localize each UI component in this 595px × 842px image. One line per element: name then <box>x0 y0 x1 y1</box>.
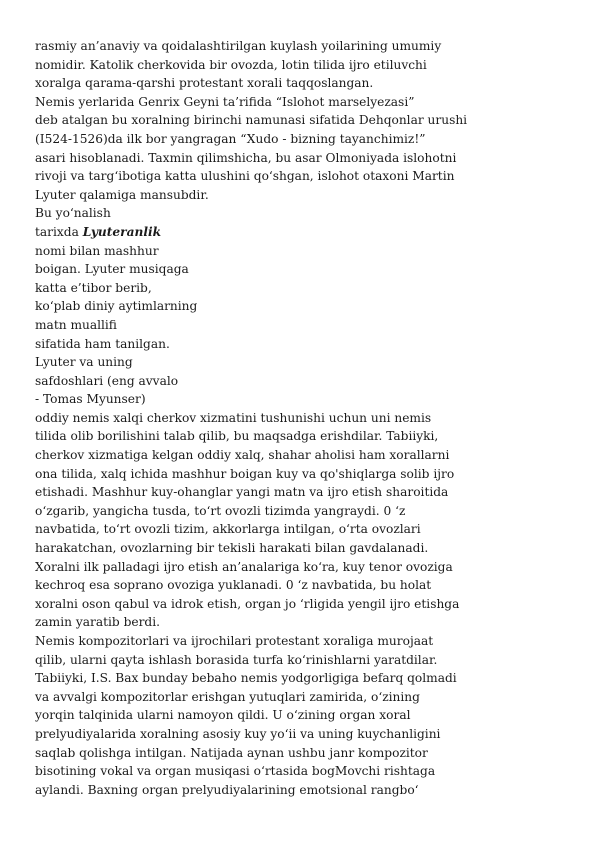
text-line: cherkov xizmatiga kelgan oddiy xalq, shahar aholisi ham xorallarni <box>35 448 450 463</box>
text-line: katta e’tibor berib, <box>35 280 152 295</box>
text-line: ko‘plab diniy aytimlarning <box>35 299 198 314</box>
text-line: rivoji va targ‘ibotiga katta ulushini qo‘shgan, islohot otaxoni Martin <box>35 169 455 184</box>
text-line: saqlab qolishga intilgan. Natijada aynan ushbu janr kompozitor <box>35 745 428 760</box>
text-line: qilib, ularni qayta ishlash borasida turfa ko‘rinishlarni yaratdilar. <box>35 652 438 667</box>
text-line: matn muallifi <box>35 317 117 332</box>
text-line: nomi bilan mashhur <box>35 243 159 258</box>
text-line: Nemis kompozitorlari va ijrochilari protestant xoraliga murojaat <box>35 634 434 648</box>
text-line: zamin yaratib berdi. <box>35 615 160 630</box>
text-line: asari hisoblanadi. Taxmin qilimshicha, bu asar Olmoniyada islohotni <box>35 150 457 165</box>
text-line: bisotining vokal va organ musiqasi o‘rtasida bogMovchi rishtaga <box>35 764 436 779</box>
text-line: ona tilida, xalq ichida mashhur boigan kuy va qo'shiqlarga solib ijro <box>35 466 455 481</box>
text-line: rasmiy an’anaviy va qoidalashtirilgan kuylash yoilarining umumiy <box>35 39 442 53</box>
text-line: - Tomas Myunser) <box>35 392 146 407</box>
emphasized-term: Lyuteranlik <box>82 224 162 239</box>
text-line: safdoshlari (eng avvalo <box>35 373 179 388</box>
text-line: harakatchan, ovozlarning bir tekisli harakati bilan gavdalanadi. <box>35 541 429 556</box>
text-line: tilida olib borilishini talab qilib, bu maqsadga erishdilar. Tabiiyki, <box>35 429 439 444</box>
text-line: prelyudiyalarida xoralning asosiy kuy yo‘ii va uning kuychanligini <box>35 726 441 741</box>
text-line: Lyuter qalamiga mansubdir. <box>35 187 209 202</box>
term-prefix: tarixda <box>35 224 83 239</box>
text-line: deb atalgan bu xoralning birinchi namunasi sifatida Dehqonlar urushi <box>35 113 468 128</box>
text-line: kechroq esa soprano ovoziga yuklanadi. 0 ‘z navbatida, bu holat <box>35 578 432 593</box>
text-line: Nemis yerlarida Genrix Geyni ta’rifida “Islohot marselyezasi” <box>35 94 415 109</box>
text-line: (I524-1526)da ilk bor yangragan “Xudo - bizning tayanchimiz!” <box>35 131 426 146</box>
text-line-with-term <box>35 223 565 242</box>
text-line: navbatida, to‘rt ovozli tizim, akkorlarga intilgan, o‘rta ovozlari <box>35 522 421 537</box>
text-line: va avvalgi kompozitorlar erishgan yutuqlari zamirida, o‘zining <box>35 689 420 704</box>
text-line: sifatida ham tanilgan. <box>35 336 170 351</box>
text-line: Tabiiyki, I.S. Bax bunday bebaho nemis yodgorligiga befarq qolmadi <box>35 671 457 686</box>
text-line: xoralga qarama-qarshi protestant xorali taqqoslangan. <box>35 76 374 91</box>
text-line: etishadi. Mashhur kuy-ohanglar yangi matn va ijro etish sharoitida <box>35 485 449 500</box>
text-line: Lyuter va uning <box>35 355 133 370</box>
text-line: boigan. Lyuter musiqaga <box>35 262 189 277</box>
text-line: nomidir. Katolik cherkovida bir ovozda, lotin tilida ijro etiluvchi <box>35 57 427 72</box>
text-line: yorqin talqinida ularni namoyon qildi. U o‘zining organ xoral <box>35 708 411 723</box>
text-line: Xoralni ilk palladagi ijro etish an’analariga ko‘ra, kuy tenor ovoziga <box>35 559 453 574</box>
text-line: oddiy nemis xalqi cherkov xizmatini tushunishi uchun uni nemis <box>35 410 432 425</box>
document-page <box>35 37 565 799</box>
text-line: Bu yo‘nalish <box>35 206 111 221</box>
text-line: aylandi. Baxning organ prelyudiyalarining emotsional rangbo‘ <box>35 782 419 797</box>
text-line: o‘zgarib, yangicha tusda, to‘rt ovozli tizimda yangraydi. 0 ‘z <box>35 503 406 518</box>
text-line: xoralni oson qabul va idrok etish, organ jo ‘rligida yengil ijro etishga <box>35 596 460 611</box>
